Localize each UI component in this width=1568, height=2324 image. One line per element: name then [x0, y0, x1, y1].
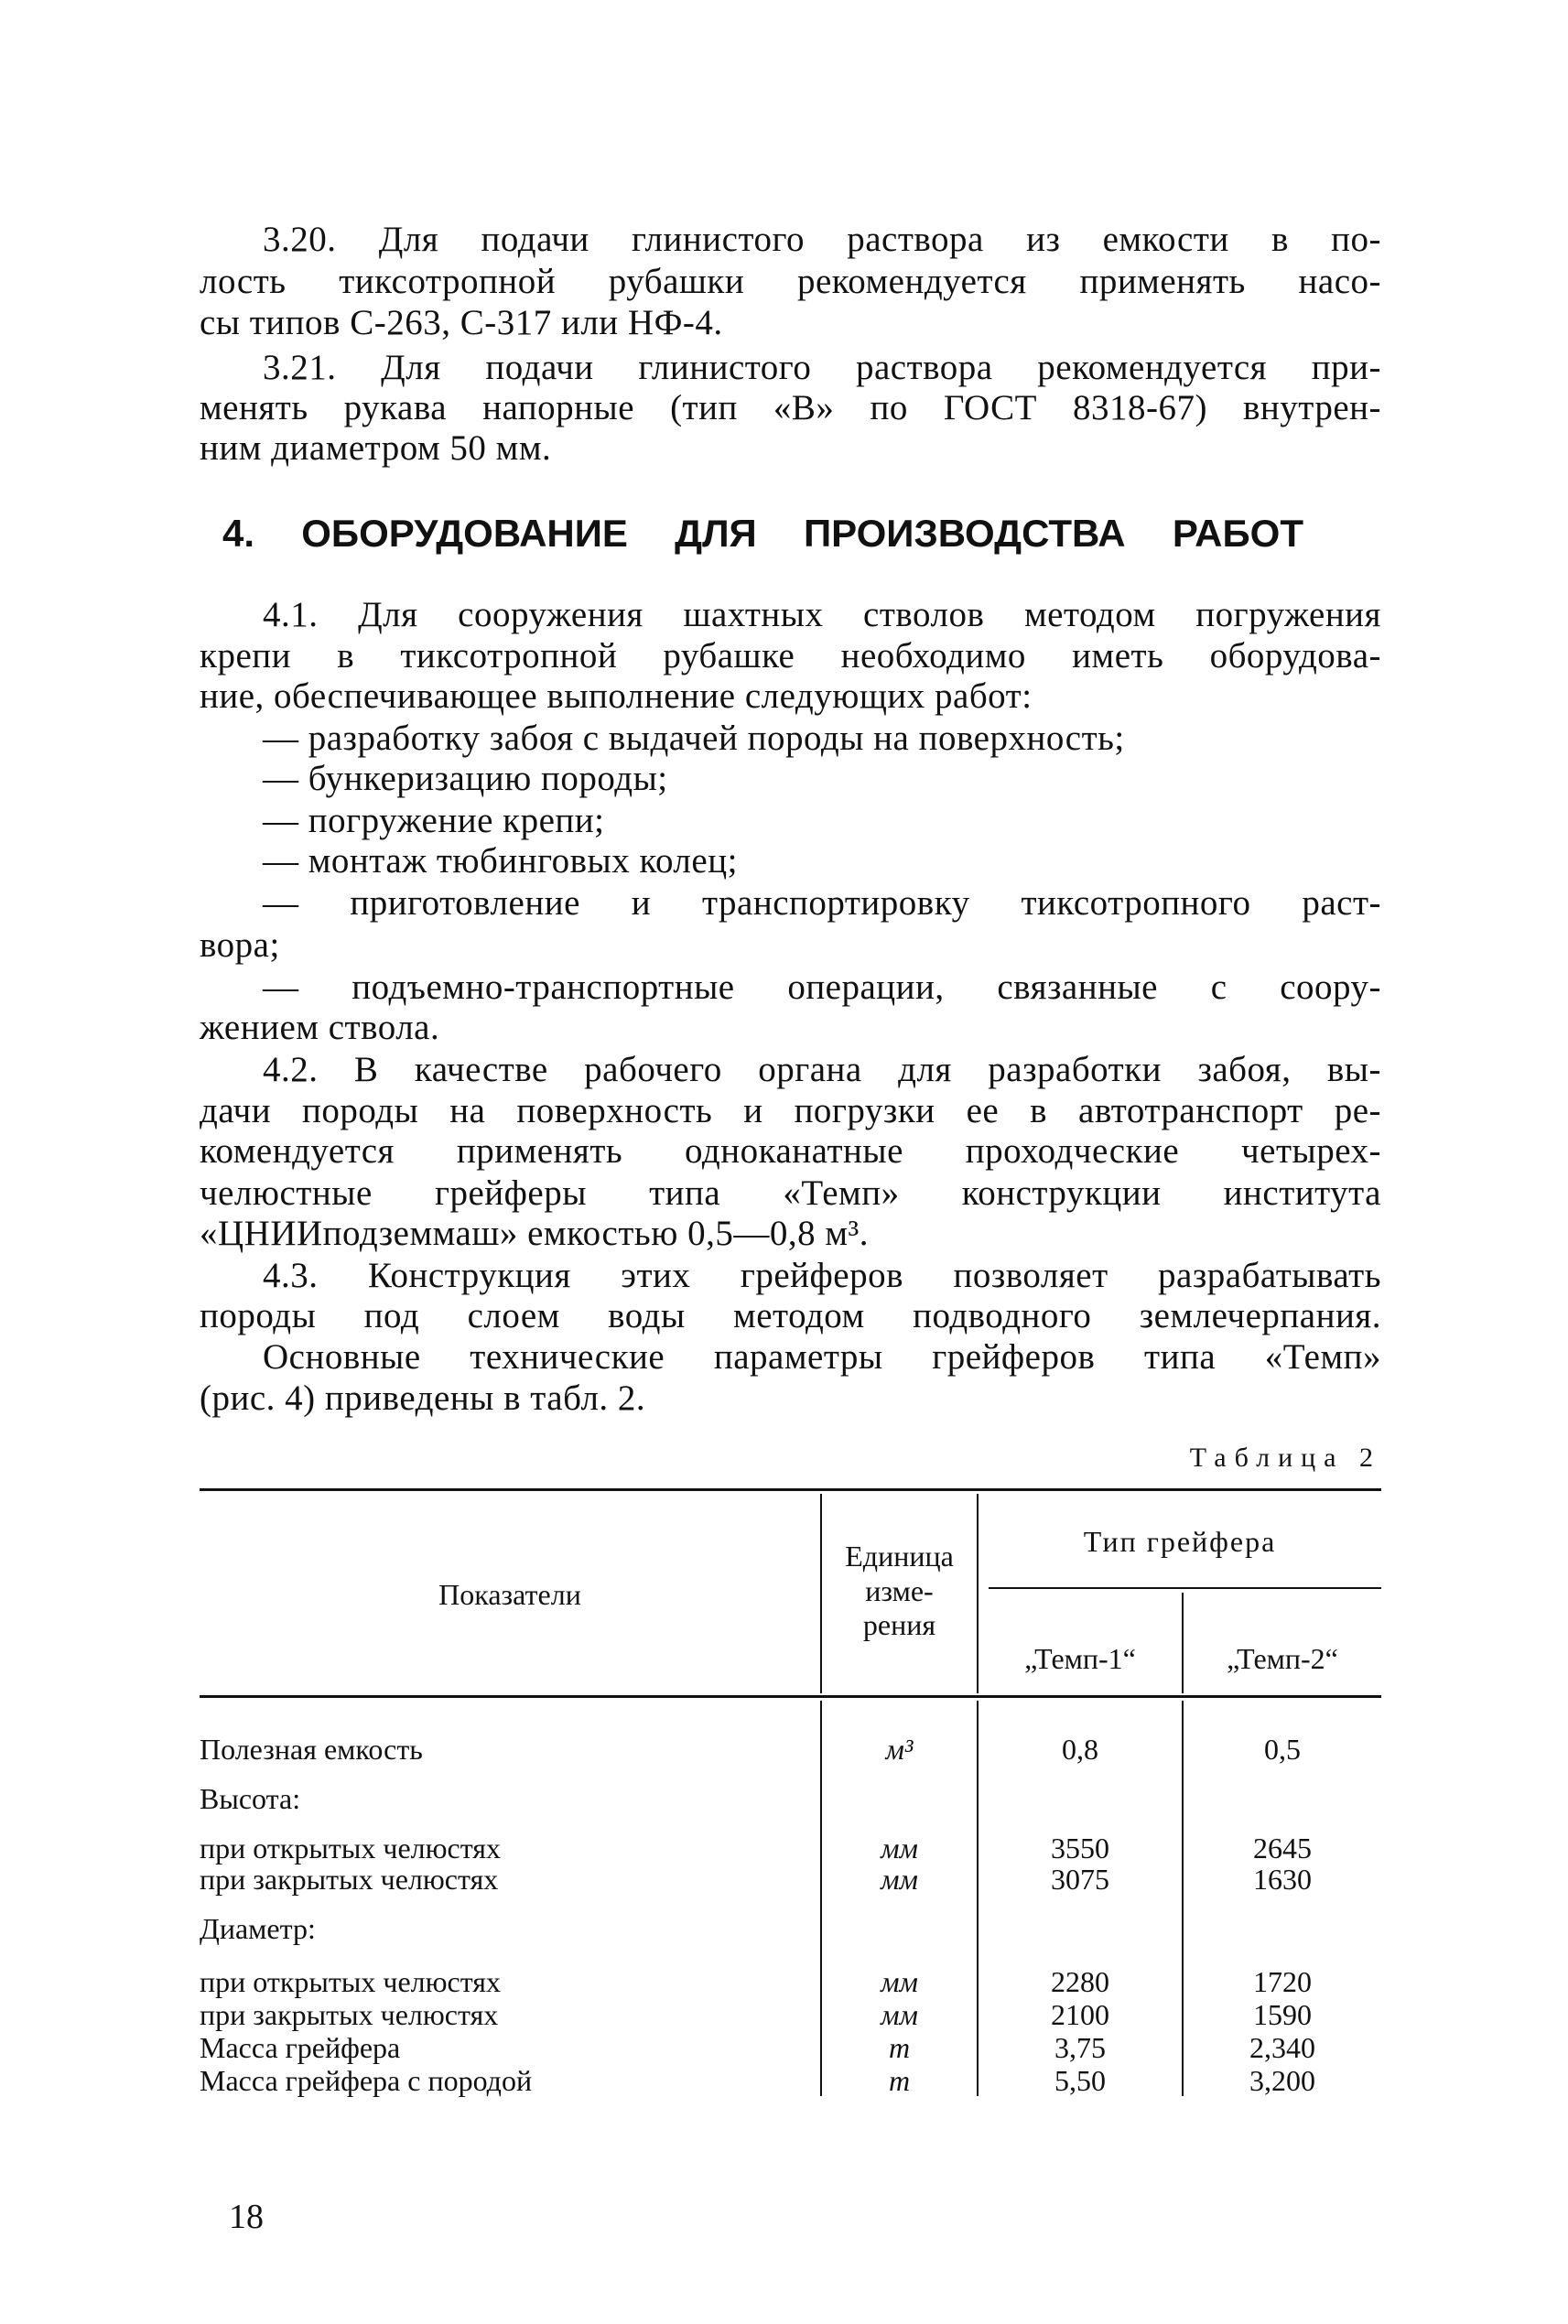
text-line: — приготовление и транспортировку тиксотропного раст- [263, 883, 1381, 923]
row-temp-2: 3,200 [1249, 2064, 1315, 2097]
text-line: ним диаметром 50 мм. [200, 428, 552, 468]
section-heading: 4. ОБОРУДОВАНИЕ ДЛЯ ПРОИЗВОДСТВА РАБОТ [222, 512, 1303, 555]
row-unit [822, 1782, 977, 1815]
table-subheader-rule [989, 1587, 1381, 1589]
row-unit: т [888, 2031, 911, 2064]
text-line: — разработку забоя с выдачей породы на поверхность; [263, 719, 1125, 758]
row-temp-2: 0,5 [1264, 1733, 1301, 1766]
row-label: Диаметр: [200, 1912, 316, 1945]
row-label: при открытых челюстях [200, 1965, 501, 1998]
text-line: сы типов С-263, С-317 или НФ-4. [200, 303, 723, 342]
row-temp-1: 3,75 [1054, 2031, 1106, 2064]
text-line: 4.1. Для сооружения шахтных стволов методом погружения [263, 595, 1381, 634]
row-temp-2: 1720 [1253, 1965, 1312, 1998]
text-line: жением ствола. [200, 1008, 440, 1047]
row-temp-1: 0,8 [1062, 1733, 1098, 1766]
text-line: дачи породы на поверхность и погрузки ее в автотранспорт ре- [200, 1091, 1381, 1130]
row-temp-2 [1184, 1782, 1381, 1815]
text-line: «ЦНИИподземмаш» емкостью 0,5—0,8 м³. [200, 1214, 869, 1253]
row-label: при открытых челюстях [200, 1832, 501, 1865]
text-line: вора; [200, 925, 280, 965]
row-label: Высота: [200, 1782, 301, 1815]
text-line: лость тиксотропной рубашки рекомендуется применять насо- [200, 262, 1381, 301]
row-temp-1: 3075 [1051, 1863, 1109, 1896]
row-temp-1: 3550 [1051, 1832, 1109, 1865]
row-temp-2: 2645 [1253, 1832, 1312, 1865]
header-unit-line: Единица [845, 1540, 954, 1573]
table-header-bottom-rule [200, 1695, 1381, 1698]
text-line: комендуется применять одноканатные проходческие четырех- [200, 1131, 1381, 1171]
row-label: при закрытых челюстях [200, 1863, 499, 1896]
header-temp-1: „Темп-1“ [1024, 1642, 1136, 1675]
row-label: при закрытых челюстях [200, 1998, 499, 2031]
row-label: Масса грейфера с породой [200, 2064, 533, 2097]
row-unit [822, 1912, 977, 1945]
text-line: 4.2. В качестве рабочего органа для разработки забоя, вы- [263, 1050, 1381, 1089]
row-temp-2: 1630 [1253, 1863, 1312, 1896]
text-line: породы под слоем воды методом подводного землечерпания. [200, 1296, 1381, 1335]
header-unit-line: рения [862, 1608, 936, 1641]
page-number: 18 [229, 2198, 264, 2236]
row-temp-2: 1590 [1253, 1998, 1312, 2031]
table-top-rule [200, 1488, 1381, 1491]
text-line: 3.20. Для подачи глинистого раствора из емкости в по- [263, 220, 1381, 259]
text-line: крепи в тиксотропной рубашке необходимо иметь оборудова- [200, 636, 1381, 676]
text-line: — бункеризацию породы; [263, 759, 668, 798]
row-temp-1: 5,50 [1054, 2064, 1106, 2097]
text-line: ние, обеспечивающее выполнение следующих работ: [200, 676, 1033, 716]
text-line: — подъемно-транспортные операции, связанные с соору- [263, 967, 1381, 1007]
header-type-group: Тип грейфера [1083, 1525, 1277, 1558]
header-indicator: Показатели [438, 1578, 581, 1611]
text-line: челюстные грейферы типа «Темп» конструкции института [200, 1173, 1381, 1213]
row-temp-1 [979, 1782, 1182, 1815]
text-line: 4.3. Конструкция этих грейферов позволяет разрабатывать [263, 1256, 1381, 1295]
row-unit: мм [881, 1998, 918, 2031]
row-temp-1: 2280 [1051, 1965, 1109, 1998]
row-unit: мм [881, 1863, 918, 1896]
text-line: 3.21. Для подачи глинистого раствора рекомендуется при- [263, 348, 1381, 387]
row-temp-1: 2100 [1051, 1998, 1109, 2031]
row-temp-2 [1184, 1912, 1381, 1945]
row-unit: т [888, 2064, 911, 2097]
text-line: — погружение крепи; [263, 801, 605, 840]
row-unit: м³ [885, 1733, 914, 1766]
text-line: Основные технические параметры грейферов типа «Темп» [263, 1337, 1381, 1377]
table-caption: Таблица 2 [1189, 1443, 1381, 1473]
row-temp-2: 2,340 [1249, 2031, 1315, 2064]
row-label: Масса грейфера [200, 2031, 401, 2064]
header-temp-2: „Темп-2“ [1227, 1642, 1338, 1675]
row-unit: мм [881, 1832, 918, 1865]
row-unit: мм [881, 1965, 918, 1998]
header-unit-line: изме- [865, 1574, 934, 1607]
text-line: (рис. 4) приведены в табл. 2. [200, 1378, 646, 1418]
row-label: Полезная емкость [200, 1733, 423, 1766]
text-line: — монтаж тюбинговых колец; [263, 841, 738, 881]
text-line: менять рукава напорные (тип «В» по ГОСТ 8318-67) внутрен- [200, 388, 1381, 427]
row-temp-1 [979, 1912, 1182, 1945]
